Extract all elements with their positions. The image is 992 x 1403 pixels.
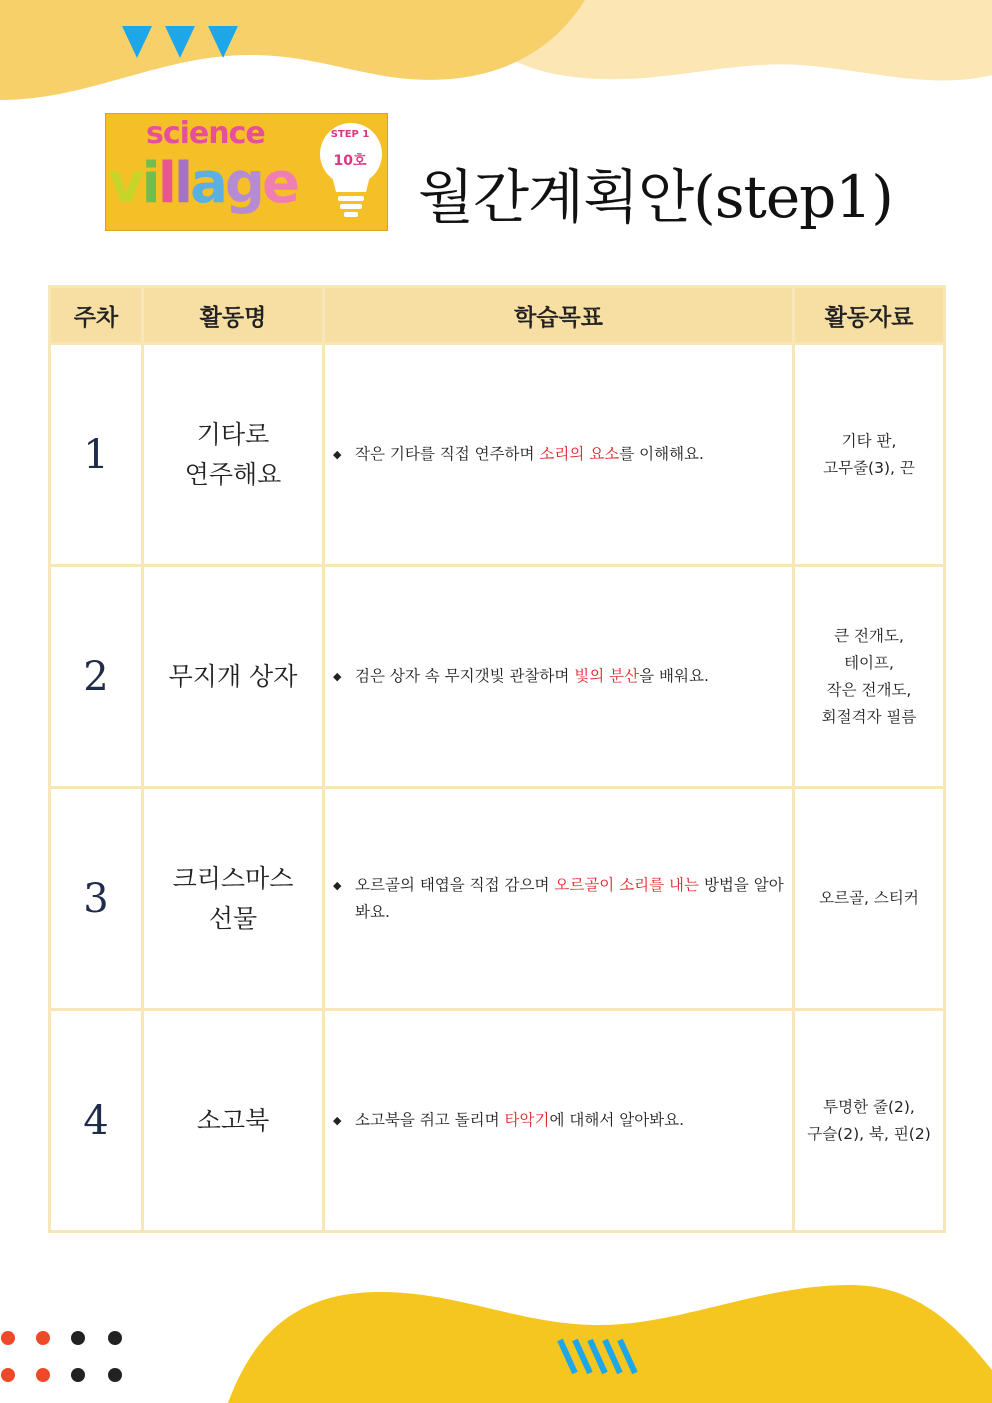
activity-name xyxy=(143,344,324,566)
table-row xyxy=(50,344,945,566)
activity-name-line: 소고북 xyxy=(196,1105,270,1135)
diamond-bullet-icon: ◆ xyxy=(333,670,342,683)
logo-village-text: village xyxy=(108,151,297,216)
materials xyxy=(794,1010,945,1232)
week-number: 2 xyxy=(50,566,143,788)
goal-highlight: 타악기 xyxy=(504,1111,550,1129)
material-item: 큰 전개도, xyxy=(834,626,904,645)
diamond-bullet-icon: ◆ xyxy=(333,878,342,892)
material-item: 작은 전개도, xyxy=(826,680,912,699)
goal-text: 에 대해서 알아봐요. xyxy=(549,1111,685,1129)
material-item: 테이프, xyxy=(844,653,894,672)
table-header-row xyxy=(50,287,945,344)
header-activity: 활동명 xyxy=(143,287,324,344)
activity-name-line: 선물 xyxy=(208,903,258,933)
material-item: 오르골, 스티커 xyxy=(819,889,919,907)
bottom-wave-decoration xyxy=(0,1270,992,1403)
header-week: 주차 xyxy=(50,287,143,344)
activity-name-line: 기타로 xyxy=(196,419,270,449)
materials xyxy=(794,566,945,788)
header-materials: 활동자료 xyxy=(794,287,945,344)
goal-text: 검은 상자 속 무지갯빛 관찰하며 xyxy=(355,667,575,685)
goal-highlight: 오르골이 소리를 내는 xyxy=(554,875,700,894)
dots-decoration xyxy=(0,1325,130,1385)
activity-name-line: 연주해요 xyxy=(184,459,282,489)
week-number: 3 xyxy=(50,788,143,1010)
learning-goal xyxy=(324,788,794,1010)
materials xyxy=(794,344,945,566)
activity-name-line: 크리스마스 xyxy=(172,863,294,893)
diamond-bullet-icon: ◆ xyxy=(333,1114,342,1127)
logo-step-label: STEP 1 xyxy=(330,129,370,140)
goal-text: 작은 기타를 직접 연주하며 xyxy=(355,445,540,463)
material-item: 투명한 줄(2), xyxy=(823,1097,915,1116)
material-item: 기타 판, xyxy=(841,431,897,450)
goal-highlight: 빛의 분산 xyxy=(574,667,640,685)
science-village-logo xyxy=(105,113,388,231)
goal-text: 오르골의 태엽을 직접 감으며 xyxy=(355,875,555,894)
goal-highlight: 소리의 요소 xyxy=(539,445,620,463)
material-item: 구슬(2), 북, 핀(2) xyxy=(807,1124,931,1143)
goal-text: 를 이해해요. xyxy=(619,445,704,463)
week-number: 4 xyxy=(50,1010,143,1232)
activity-name xyxy=(143,788,324,1010)
top-wave-decoration xyxy=(0,0,992,110)
learning-goal xyxy=(324,344,794,566)
goal-text: 을 배워요. xyxy=(639,667,709,685)
diamond-bullet-icon: ◆ xyxy=(333,448,342,461)
monthly-plan-table xyxy=(48,285,946,1233)
learning-goal xyxy=(324,1010,794,1232)
logo-science-text: science xyxy=(146,116,265,151)
activity-name-line: 무지개 상자 xyxy=(168,661,298,691)
activity-name xyxy=(143,566,324,788)
week-number: 1 xyxy=(50,344,143,566)
header-goal: 학습목표 xyxy=(324,287,794,344)
logo-issue-label: 10호 xyxy=(333,153,367,169)
goal-text: 소고북을 쥐고 돌리며 xyxy=(355,1111,505,1129)
material-item: 회절격자 필름 xyxy=(821,707,917,726)
page-title: 월간계획안(step1) xyxy=(418,163,893,231)
materials xyxy=(794,788,945,1010)
learning-goal xyxy=(324,566,794,788)
table-row xyxy=(50,788,945,1010)
material-item: 고무줄(3), 끈 xyxy=(823,458,915,477)
table-row xyxy=(50,1010,945,1232)
table-row xyxy=(50,566,945,788)
activity-name xyxy=(143,1010,324,1232)
goal-text: 방법을 알아봐요. xyxy=(355,875,784,921)
